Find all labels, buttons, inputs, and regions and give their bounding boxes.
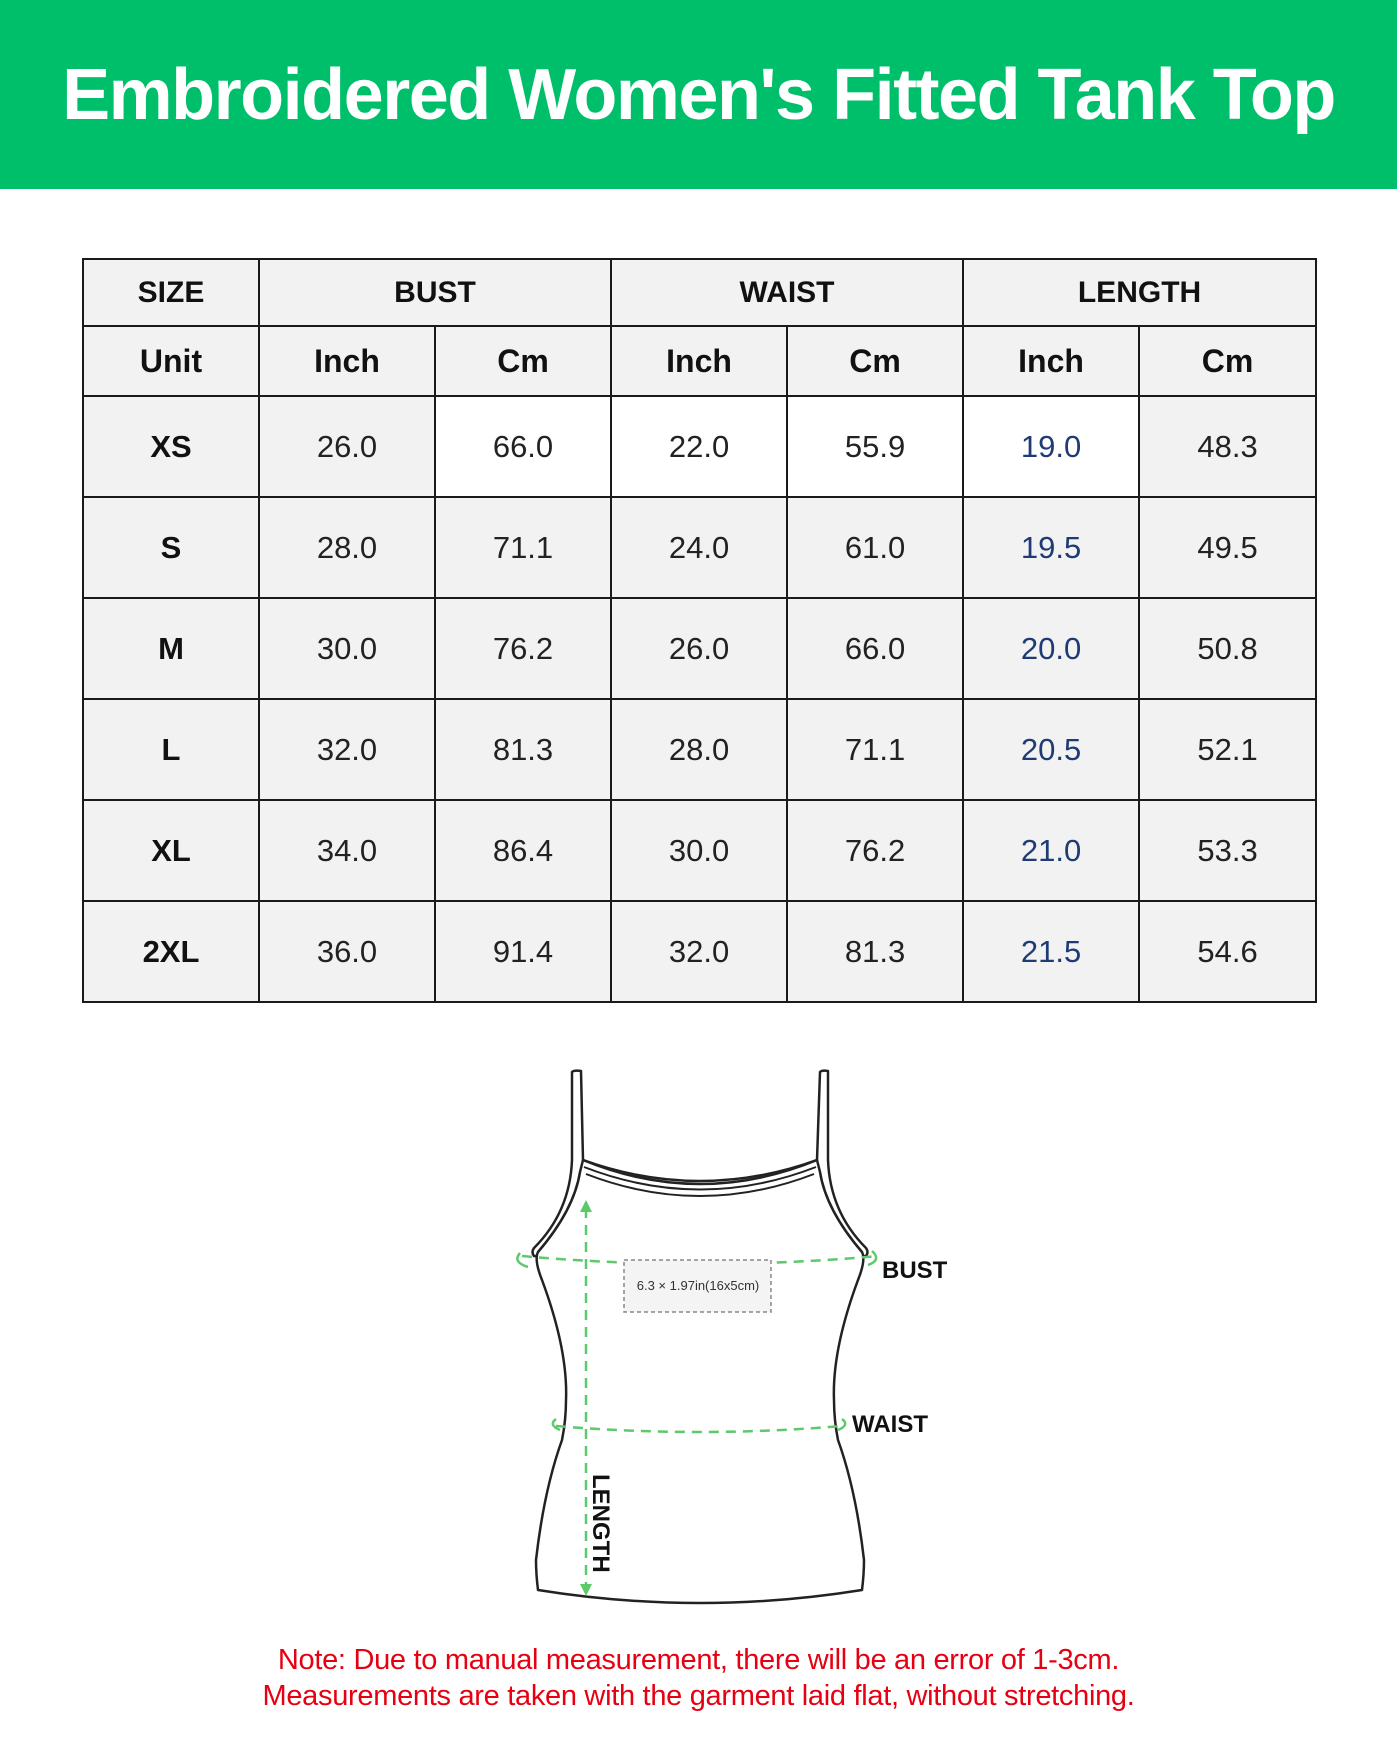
unit-length-cm: Cm — [1139, 326, 1316, 396]
header-row — [83, 259, 1316, 326]
waist-left-arrow — [553, 1419, 560, 1430]
unit-row — [83, 326, 1316, 396]
length-inch-cell: 21.5 — [963, 901, 1139, 1002]
header-size: SIZE — [83, 259, 259, 326]
length-inch-cell: 19.0 — [963, 396, 1139, 497]
size-cell: XS — [83, 396, 259, 497]
embroidery-area-label: 6.3 × 1.97in(16x5cm) — [636, 1278, 760, 1293]
header-waist: WAIST — [611, 259, 963, 326]
table-row — [83, 699, 1316, 800]
tank-top-diagram — [0, 1060, 1397, 1620]
bust-inch-cell: 34.0 — [259, 800, 435, 901]
waist-inch-cell: 24.0 — [611, 497, 787, 598]
size-chart-table — [82, 258, 1317, 1003]
table-row — [83, 396, 1316, 497]
title-banner — [0, 0, 1397, 189]
table-row — [83, 800, 1316, 901]
length-cm-cell: 54.6 — [1139, 901, 1316, 1002]
length-inch-cell: 21.0 — [963, 800, 1139, 901]
header-length: LENGTH — [963, 259, 1316, 326]
table-row — [83, 497, 1316, 598]
length-inch-cell: 20.0 — [963, 598, 1139, 699]
bust-inch-cell: 32.0 — [259, 699, 435, 800]
waist-cm-cell: 76.2 — [787, 800, 963, 901]
length-cm-cell: 53.3 — [1139, 800, 1316, 901]
page-title: Embroidered Women's Fitted Tank Top — [62, 54, 1335, 135]
waist-cm-cell: 71.1 — [787, 699, 963, 800]
size-cell: 2XL — [83, 901, 259, 1002]
unit-label: Unit — [83, 326, 259, 396]
waist-inch-cell: 26.0 — [611, 598, 787, 699]
size-cell: M — [83, 598, 259, 699]
unit-waist-inch: Inch — [611, 326, 787, 396]
waist-right-arrow — [838, 1419, 845, 1430]
length-cm-cell: 48.3 — [1139, 396, 1316, 497]
bust-cm-cell: 86.4 — [435, 800, 611, 901]
unit-waist-cm: Cm — [787, 326, 963, 396]
waist-inch-cell: 32.0 — [611, 901, 787, 1002]
bust-inch-cell: 28.0 — [259, 497, 435, 598]
bust-cm-cell: 66.0 — [435, 396, 611, 497]
waist-cm-cell: 61.0 — [787, 497, 963, 598]
bust-cm-cell: 76.2 — [435, 598, 611, 699]
waist-cm-cell: 66.0 — [787, 598, 963, 699]
bust-label: BUST — [882, 1257, 948, 1284]
size-cell: S — [83, 497, 259, 598]
bust-cm-cell: 81.3 — [435, 699, 611, 800]
bust-inch-cell: 36.0 — [259, 901, 435, 1002]
length-label: LENGTH — [587, 1474, 614, 1573]
length-inch-cell: 19.5 — [963, 497, 1139, 598]
waist-cm-cell: 55.9 — [787, 396, 963, 497]
bust-inch-cell: 26.0 — [259, 396, 435, 497]
unit-length-inch: Inch — [963, 326, 1139, 396]
bust-inch-cell: 30.0 — [259, 598, 435, 699]
waist-inch-cell: 30.0 — [611, 800, 787, 901]
table-row — [83, 598, 1316, 699]
bust-cm-cell: 71.1 — [435, 497, 611, 598]
length-cm-cell: 50.8 — [1139, 598, 1316, 699]
note-line-2: Measurements are taken with the garment laid flat, without stretching. — [262, 1680, 1135, 1712]
measurement-note — [0, 1642, 1397, 1714]
size-cell: XL — [83, 800, 259, 901]
length-cm-cell: 49.5 — [1139, 497, 1316, 598]
length-inch-cell: 20.5 — [963, 699, 1139, 800]
waist-cm-cell: 81.3 — [787, 901, 963, 1002]
size-cell: L — [83, 699, 259, 800]
unit-bust-inch: Inch — [259, 326, 435, 396]
waist-label: WAIST — [852, 1411, 928, 1438]
note-line-1: Note: Due to manual measurement, there will be an error of 1-3cm. — [277, 1644, 1120, 1676]
header-bust: BUST — [259, 259, 611, 326]
bust-cm-cell: 91.4 — [435, 901, 611, 1002]
waist-inch-cell: 28.0 — [611, 699, 787, 800]
length-cm-cell: 52.1 — [1139, 699, 1316, 800]
waist-inch-cell: 22.0 — [611, 396, 787, 497]
unit-bust-cm: Cm — [435, 326, 611, 396]
table-row — [83, 901, 1316, 1002]
